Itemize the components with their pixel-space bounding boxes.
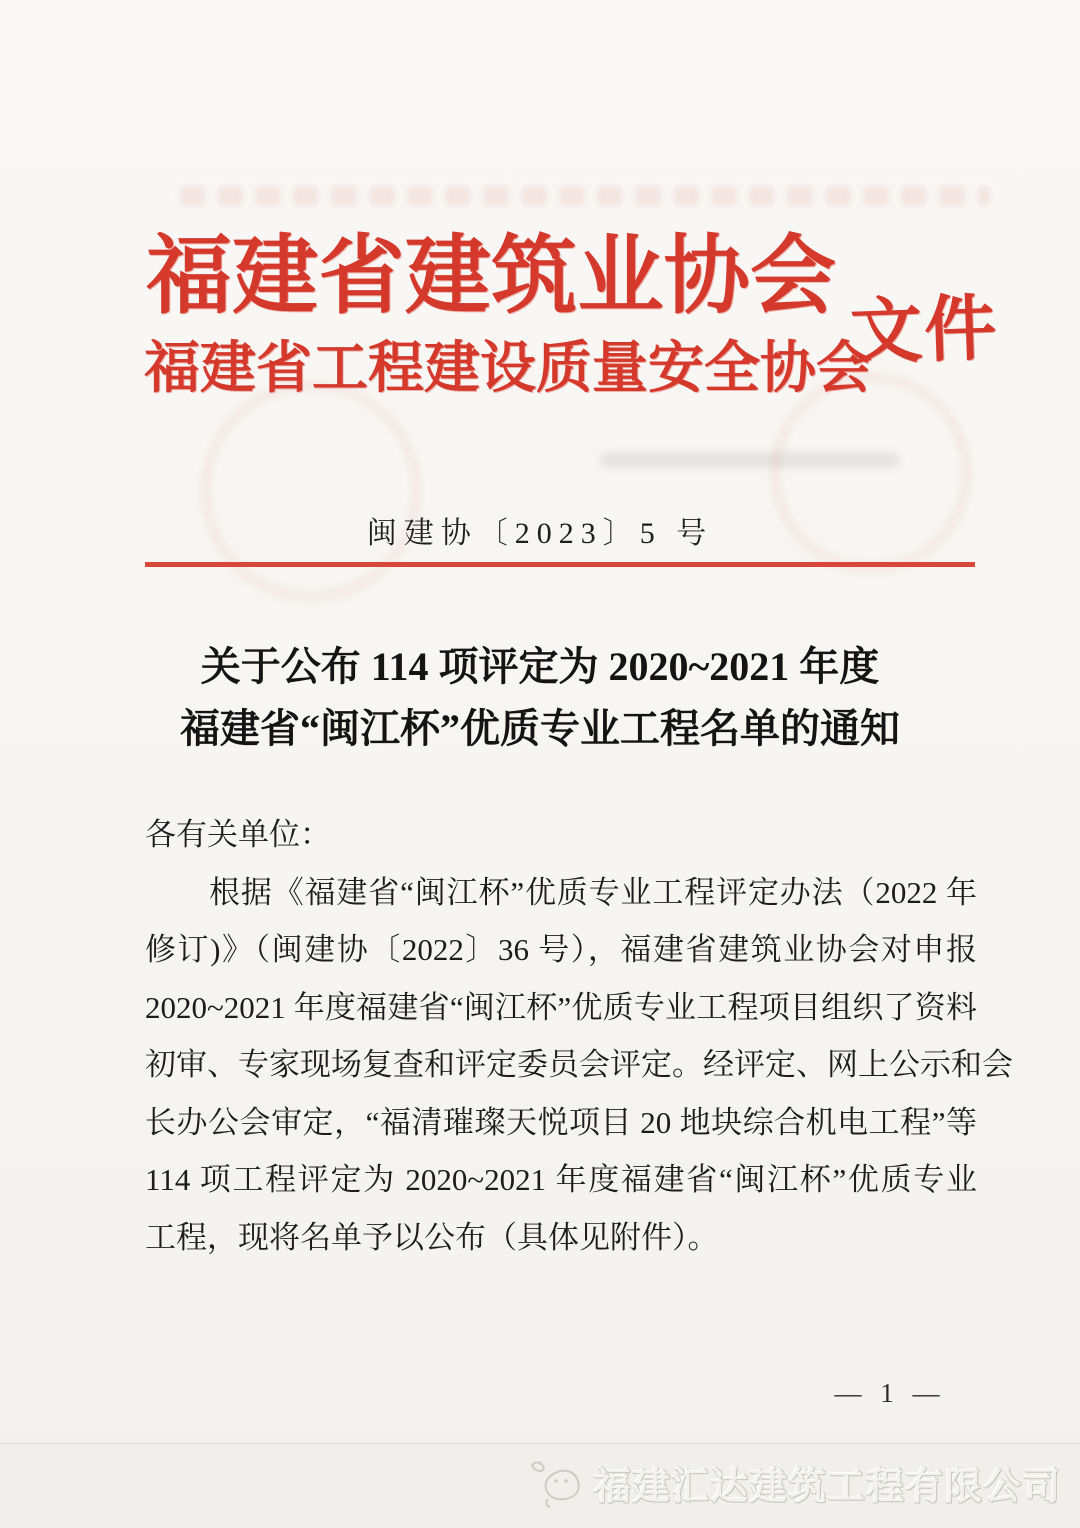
body-line: 工程，现将名单予以公布（具体见附件）。 [145,1219,719,1255]
body-line: 初审、专家现场复查和评定委员会评定。经评定、网上公示和会 [145,1047,1013,1082]
doc-title-line-1: 关于公布 114 项评定为 2020~2021 年度 [200,644,880,689]
bleed-through-date-artifact [600,452,900,468]
footer-strip [0,1443,1080,1528]
body-line: 114 项工程评定为 2020~2021 年度福建省“闽江杯”优质专业 [145,1162,977,1197]
doc-type-label: 文件 [848,288,1000,374]
footer-brand [530,1456,1062,1510]
doc-number: 闽建协〔2023〕5 号 [366,517,714,550]
body-line: 长办公会审定，“福清璀璨天悦项目 20 地块综合机电工程”等 [145,1104,977,1140]
doc-title-line-2: 福建省“闽江杯”优质专业工程名单的通知 [180,706,900,751]
company-logo-icon [530,1457,586,1509]
org-name-line-1: 福建省建筑业协会 [146,228,836,324]
org-name-line-2: 福建省工程建设质量安全协会 [144,338,872,400]
body-line: 根据《福建省“闽江杯”优质专业工程评定办法（2022 年 [209,874,977,910]
bleed-through-seal-left [200,380,422,602]
salutation: 各有关单位： [145,817,331,852]
red-divider-rule [145,562,975,567]
footer-company-name: 福建汇达建筑工程有限公司 [594,1467,1062,1508]
page-number: — 1 — [834,1378,946,1408]
body-line: 修订)》（闽建协〔2022〕36 号），福建省建筑业协会对申报 [145,932,977,967]
body-line: 2020~2021 年度福建省“闽江杯”优质专业工程项目组织了资料 [145,989,977,1025]
doc-body [145,806,1013,1266]
bleed-through-text-artifact [180,186,990,206]
doc-title [90,636,990,760]
